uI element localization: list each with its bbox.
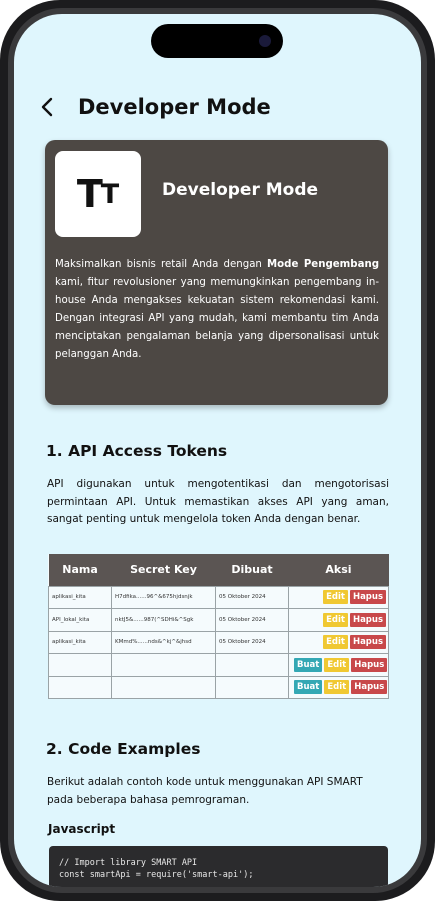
token-secret-key-empty[interactable]: [112, 654, 216, 677]
api-tokens-title: 1. API Access Tokens: [46, 442, 228, 460]
token-actions: [289, 631, 389, 654]
token-name: aplikasi_kita: [49, 631, 112, 654]
col-header-nama: Nama: [49, 554, 112, 586]
token-actions: [289, 676, 389, 699]
token-name: aplikasi_kita: [49, 586, 112, 609]
col-header-dibuat: Dibuat: [216, 554, 289, 586]
token-secret-key: H7dfika......96^&675hjdsnjk: [112, 586, 216, 609]
edit-button[interactable]: Edit: [324, 680, 349, 694]
edit-button[interactable]: Edit: [323, 613, 348, 627]
token-name-empty[interactable]: [49, 654, 112, 677]
col-header-secret-key: Secret Key: [112, 554, 216, 586]
back-arrow-icon[interactable]: [40, 96, 62, 118]
card-desc-part1: Maksimalkan bisnis retail Anda dengan: [55, 259, 268, 270]
table-row-empty: [49, 654, 389, 677]
token-secret-key-empty[interactable]: [112, 676, 216, 699]
table-row: [49, 631, 389, 654]
delete-button[interactable]: Hapus: [350, 635, 386, 649]
page-title: Developer Mode: [78, 95, 271, 119]
delete-button[interactable]: Hapus: [350, 613, 386, 627]
api-token-table: [48, 554, 389, 699]
card-title: Developer Mode: [162, 180, 319, 200]
create-button[interactable]: Buat: [294, 658, 322, 672]
table-row: [49, 609, 389, 632]
card-desc-bold: Mode Pengembang: [267, 259, 379, 270]
card-desc-part2: kami, fitur revolusioner yang memungkinkan pengembang in-house Anda mengakses kekuatan sistem rekomendasi kami. Dengan integrasi API yang mudah, kami membantu tim Anda menciptakan pengalaman belanja yang dipersonalisasi untuk pelanggan Anda.: [55, 277, 379, 360]
delete-button[interactable]: Hapus: [351, 680, 387, 694]
create-button[interactable]: Buat: [294, 680, 322, 694]
api-tokens-description: API digunakan untuk mengotentikasi dan mengotorisasi permintaan API. Untuk memastikan akses API yang aman, sangat penting untuk mengelola token Anda dengan benar.: [47, 478, 389, 525]
code-examples-description: Berikut adalah contoh kode untuk menggunakan API SMART pada beberapa bahasa pemrograman.: [47, 776, 363, 806]
delete-button[interactable]: Hapus: [351, 658, 387, 672]
token-actions: [289, 654, 389, 677]
code-snippet[interactable]: [49, 846, 388, 887]
dynamic-island: [151, 24, 283, 58]
language-label: Javascript: [48, 822, 116, 836]
token-created-date: 05 Oktober 2024: [216, 631, 289, 654]
token-created-date: 05 Oktober 2024: [216, 609, 289, 632]
table-row-empty: [49, 676, 389, 699]
table-row: [49, 586, 389, 609]
token-actions: [289, 586, 389, 609]
code-examples-title: 2. Code Examples: [46, 740, 201, 758]
app-screen: [14, 14, 421, 887]
token-secret-key: KMmd%......nds&^kj^&jhsd: [112, 631, 216, 654]
edit-button[interactable]: Edit: [324, 658, 349, 672]
card-description: [55, 256, 379, 364]
token-created-date: 05 Oktober 2024: [216, 586, 289, 609]
table-header-row: [49, 554, 389, 586]
code-line: // Import library SMART API: [59, 858, 198, 868]
edit-button[interactable]: Edit: [323, 635, 348, 649]
page-header: [40, 92, 271, 122]
logo-letter-big: T: [76, 172, 101, 216]
token-actions: [289, 609, 389, 632]
edit-button[interactable]: Edit: [323, 590, 348, 604]
token-secret-key: nktJ5&......987(^SDHi&^Sgk: [112, 609, 216, 632]
code-line: const smartApi = require('smart-api');: [59, 870, 254, 880]
logo-letter-small: T: [100, 178, 120, 210]
col-header-aksi: Aksi: [289, 554, 389, 586]
developer-mode-card: [45, 140, 388, 405]
text-tool-icon: [55, 151, 141, 237]
token-name: API_lokal_kita: [49, 609, 112, 632]
token-created-date-empty: [216, 654, 289, 677]
camera-icon: [259, 35, 271, 47]
token-name-empty[interactable]: [49, 676, 112, 699]
token-created-date-empty: [216, 676, 289, 699]
delete-button[interactable]: Hapus: [350, 590, 386, 604]
